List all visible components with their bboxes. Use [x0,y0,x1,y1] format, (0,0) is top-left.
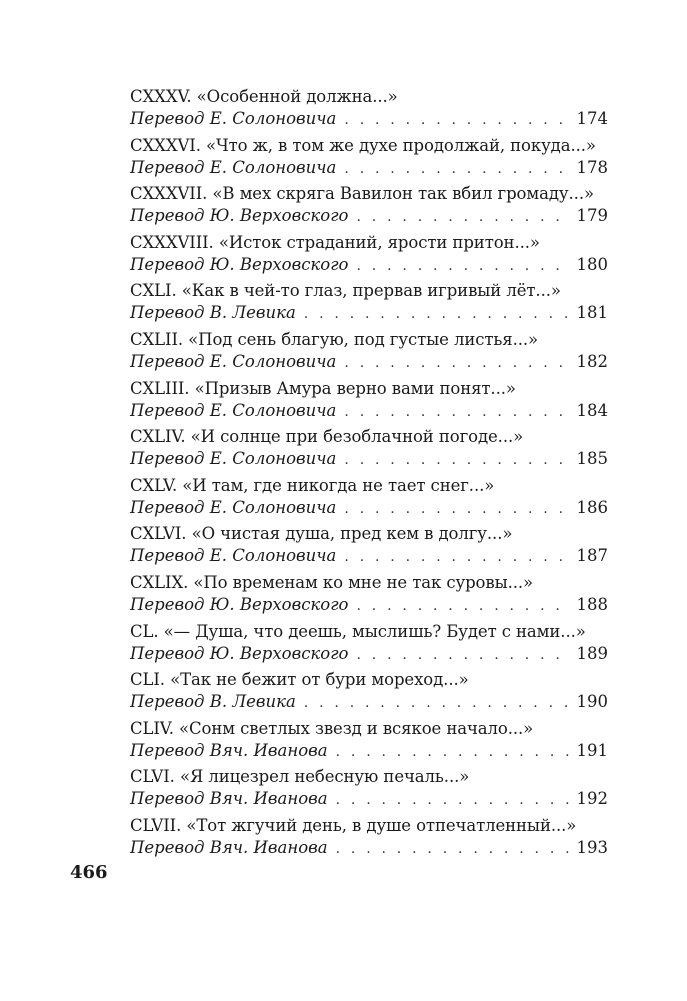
page-number: 186 [576,497,608,517]
toc-entry [130,280,608,329]
page-number: 182 [576,351,608,371]
poem-title: CLI. «Так не бежит от бури мореход...» [130,670,469,690]
translator-row [130,643,608,665]
page-number: 178 [576,157,608,177]
page-number: 184 [576,400,608,420]
translator-name: Перевод Ю. Верховского [130,206,349,226]
translator-name: Перевод Е. Солоновича [130,497,337,517]
poem-title: CXLIII. «Призыв Амура верно вами понят...» [130,378,516,398]
page-number: 187 [576,546,608,566]
poem-title: CLVI. «Я лицезрел небесную печаль...» [130,767,470,787]
dot-leader [357,206,571,228]
dot-leader [304,692,571,714]
toc-entry [130,86,608,135]
translator-row [130,788,608,810]
toc-entry [130,135,608,184]
page-number: 189 [576,643,608,663]
translator-row [130,594,608,616]
poem-title: CXLII. «Под сень благую, под густые листья...» [130,329,539,349]
toc-entry [130,621,608,670]
poem-title: CLVII. «Тот жгучий день, в душе отпечатленный...» [130,815,577,835]
dot-leader [344,352,570,374]
translator-row [130,545,608,567]
translator-row [130,157,608,179]
translator-name: Перевод В. Левика [130,692,296,712]
toc-entry [130,475,608,524]
poem-title: CXLIV. «И солнце при безоблачной погоде...» [130,427,524,447]
page-number: 179 [576,206,608,226]
dot-leader [344,158,570,180]
translator-row [130,302,608,324]
poem-title: CLIV. «Сонм светлых звезд и всякое начало...» [130,718,534,738]
translator-name: Перевод Ю. Верховского [130,594,349,614]
table-of-contents [130,86,608,864]
translator-row [130,691,608,713]
page-number: 188 [576,594,608,614]
page-folio: 466 [70,862,108,883]
dot-leader [344,109,570,131]
dot-leader [344,498,570,520]
translator-row [130,837,608,859]
toc-entry [130,523,608,572]
translator-name: Перевод Вяч. Иванова [130,837,328,857]
toc-entry [130,718,608,767]
poem-title: CXLV. «И там, где никогда не тает снег...» [130,475,495,495]
toc-entry [130,426,608,475]
translator-row [130,205,608,227]
poem-title: CXXXVI. «Что ж, в том же духе продолжай, покуда...» [130,135,596,155]
translator-name: Перевод В. Левика [130,303,296,323]
translator-row [130,448,608,470]
translator-name: Перевод Е. Солоновича [130,546,337,566]
translator-name: Перевод Ю. Верховского [130,254,349,274]
dot-leader [304,303,571,325]
dot-leader [336,789,571,811]
dot-leader [336,741,571,763]
poem-title: CXXXV. «Особенной должна...» [130,87,398,106]
translator-row [130,400,608,422]
poem-title: CXLVI. «О чистая душа, пред кем в долгу...» [130,524,513,544]
toc-entry [130,378,608,427]
dot-leader [344,449,570,471]
translator-name: Перевод Е. Солоновича [130,157,337,177]
page-number: 191 [576,740,608,760]
toc-entry [130,329,608,378]
page-number: 192 [576,789,608,809]
toc-entry [130,815,608,864]
translator-name: Перевод Е. Солоновича [130,449,337,469]
translator-name: Перевод Е. Солоновича [130,109,337,128]
dot-leader [357,644,571,666]
page-number: 185 [576,449,608,469]
toc-entry [130,183,608,232]
translator-row [130,351,608,373]
poem-title: CL. «— Душа, что деешь, мыслишь? Будет с нами...» [130,621,586,641]
toc-entry [130,766,608,815]
page-number: 174 [576,109,608,128]
dot-leader [357,595,571,617]
dot-leader [344,401,570,423]
translator-name: Перевод Вяч. Иванова [130,740,328,760]
poem-title: CXLI. «Как в чей-то глаз, прервав игривый лёт...» [130,281,561,301]
toc-entry [130,572,608,621]
translator-row [130,497,608,519]
toc-entry [130,232,608,281]
poem-title: CXXXVII. «В мех скряга Вавилон так вбил громаду...» [130,184,594,204]
page-number: 190 [576,692,608,712]
translator-row [130,740,608,762]
translator-row [130,254,608,276]
translator-name: Перевод Е. Солоновича [130,351,337,371]
dot-leader [336,838,571,860]
poem-title: CXLIX. «По временам ко мне не так суровы...» [130,572,534,592]
dot-leader [344,546,570,568]
translator-name: Перевод Вяч. Иванова [130,789,328,809]
page-number: 193 [576,837,608,857]
page-number: 180 [576,254,608,274]
toc-entry [130,669,608,718]
translator-name: Перевод Ю. Верховского [130,643,349,663]
translator-name: Перевод Е. Солоновича [130,400,337,420]
page-number: 181 [576,303,608,323]
poem-title: CXXXVIII. «Исток страданий, ярости притон...» [130,232,540,252]
dot-leader [357,255,571,277]
translator-row [130,108,608,130]
